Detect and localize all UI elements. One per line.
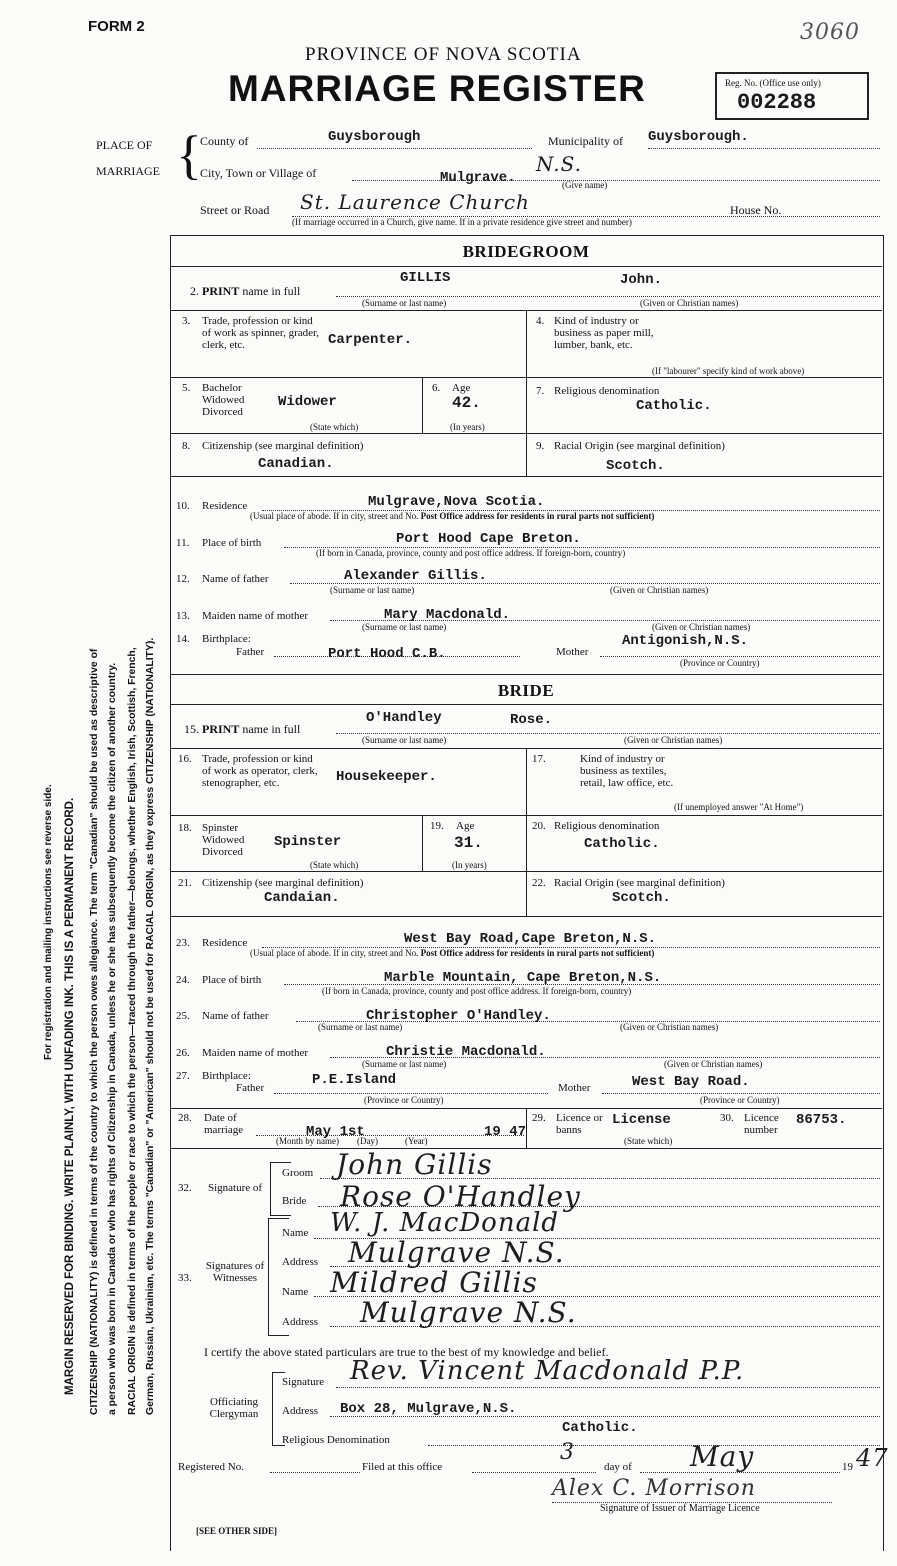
certify-statement: I certify the above stated particulars are true to the best of my knowledge and belief. (204, 1345, 609, 1359)
groom-signature: John Gillis (336, 1148, 493, 1181)
page-title: MARRIAGE REGISTER (228, 68, 646, 109)
groom-father-surname-note: (Surname or last name) (330, 585, 415, 595)
bride-mother-given-note: (Given or Christian names) (664, 1059, 763, 1069)
registered-label: Registered No. (178, 1461, 244, 1473)
num-25: 25. (176, 1010, 190, 1022)
num-19: 19. (430, 820, 444, 832)
num-8: 8. (182, 440, 191, 452)
groom-age-label: Age (452, 382, 471, 394)
num-5: 5. (182, 382, 191, 394)
num-24: 24. (176, 974, 190, 986)
witness-label: Signatures of Witnesses (205, 1260, 265, 1284)
num-15: 15. (184, 722, 199, 736)
bride-industry-label: Kind of industry or business as textiles, retail, law office, etc. (580, 753, 674, 789)
num-33: 33. (178, 1272, 192, 1284)
place-label-2: MARRIAGE (96, 164, 161, 178)
groom-mother-bp: Antigonish,N.S. (622, 633, 749, 649)
groom-mother-surname-note: (Surname or last name) (362, 622, 447, 632)
bride-father-surname-note: (Surname or last name) (318, 1022, 403, 1032)
bride-name-in-full: name in full (242, 722, 301, 736)
sidebar-line-1: For registration and mailing instructions see reverse side. (43, 784, 54, 1060)
num-27: 27. (176, 1070, 190, 1082)
num-10: 10. (176, 500, 190, 512)
city-hand: N.S. (536, 152, 582, 176)
licence-value: License (612, 1112, 671, 1128)
groom-residence-label: Residence (202, 500, 248, 512)
groom-birth: Port Hood Cape Breton. (396, 531, 581, 547)
bride-residence-note-bold: Post Office address for residents in rural parts not sufficient) (420, 948, 655, 958)
licence-no-label: Licence number (744, 1112, 779, 1136)
num-18: 18. (178, 822, 192, 834)
groom-trade: Carpenter. (328, 332, 413, 348)
filed-label: Filed at this office (362, 1461, 443, 1473)
marriage-date: May 1st (306, 1124, 365, 1140)
bride-birthplace-label: Birthplace: (202, 1070, 251, 1082)
issuer-signature: Alex C. Morrison (552, 1476, 756, 1501)
reg-no-box (715, 72, 869, 120)
city-note: (Give name) (562, 180, 608, 190)
place-brace: { (176, 125, 202, 185)
groom-mother-given-note: (Given or Christian names) (652, 622, 751, 632)
bride-racial-label: Racial Origin (see marginal definition) (554, 877, 725, 889)
sidebar-line-2: MARGIN RESERVED FOR BINDING. WRITE PLAINLY, WITH UNFADING INK. THIS IS A PERMANENT RECORD. (64, 797, 76, 1395)
sidebar-line-5: RACIAL ORIGIN is defined in terms of the people or race to which the person—traced through the father—belongs, whether English, Irish, Scottish, French, (127, 647, 138, 1415)
residence-note: (Usual place of abode. If in city, street and No. (250, 511, 419, 521)
city-value: Mulgrave. (440, 170, 516, 186)
clergy-label: Officiating Clergyman (209, 1396, 259, 1420)
bride-age-label: Age (456, 820, 475, 832)
bride-father-bp-label: Father (236, 1082, 265, 1094)
w2-name-signature: Mildred Gillis (330, 1266, 538, 1299)
groom-status: Widower (278, 394, 337, 410)
groom-section-title: BRIDEGROOM (462, 242, 590, 261)
num-2: 2. (190, 284, 199, 298)
num-14: 14. (176, 633, 190, 645)
bride-mother: Christie Macdonald. (386, 1044, 546, 1060)
street-value: St. Laurence Church (300, 190, 530, 214)
bride-father: Christopher O'Handley. (366, 1008, 551, 1024)
bride-residence-note: (Usual place of abode. If in city, street and No. (250, 948, 419, 958)
groom-industry-label: Kind of industry or business as paper mill, lumber, bank, etc. (554, 315, 654, 351)
groom-age: 42. (452, 394, 481, 412)
num-12: 12. (176, 573, 190, 585)
sidebar-line-4: a person who was born in Canada or who has rights of Citizenship in Canada, unless he or she has subsequently become the citizen of another country. (107, 662, 118, 1415)
bride-status: Spinster (274, 834, 342, 850)
groom-father: Alexander Gillis. (344, 568, 487, 584)
groom-mother: Mary Macdonald. (384, 607, 511, 623)
w1-address-label: Address (282, 1256, 319, 1268)
province-heading: PROVINCE OF NOVA SCOTIA (305, 44, 582, 65)
num-9: 9. (536, 440, 545, 452)
groom-religion: Catholic. (636, 398, 712, 414)
num-20: 20. (532, 820, 546, 832)
bride-birth: Marble Mountain, Cape Breton,N.S. (384, 970, 662, 986)
groom-given-note: (Given or Christian names) (640, 298, 739, 308)
w1-name-label: Name (282, 1227, 309, 1239)
marriage-date-note: (Month by name) (Day) (Year) (276, 1136, 428, 1146)
licence-label: Licence or banns (556, 1112, 603, 1136)
clergy-address-label: Address (282, 1405, 319, 1417)
bride-mother-bp: West Bay Road. (632, 1074, 750, 1090)
num-6: 6. (432, 382, 441, 394)
day-of-label: day of (604, 1461, 632, 1473)
w1-name-signature: W. J. MacDonald (330, 1208, 560, 1238)
num-11: 11. (176, 537, 190, 549)
groom-residence: Mulgrave,Nova Scotia. (368, 494, 545, 510)
groom-birth-label: Place of birth (202, 537, 262, 549)
num-30: 30. (720, 1112, 734, 1124)
groom-status-label: Bachelor Widowed Divorced (202, 382, 245, 418)
municipality-label: Municipality of (548, 134, 623, 148)
bride-given-note: (Given or Christian names) (624, 735, 723, 745)
bride-mother-surname-note: (Surname or last name) (362, 1059, 447, 1069)
reg-no-label: Reg. No. (Office use only) (725, 78, 821, 88)
marriage-date-label: Date of marriage (204, 1112, 244, 1136)
filed-year: 47 (856, 1444, 889, 1472)
num-22: 22. (532, 877, 546, 889)
bride-religion: Catholic. (584, 836, 660, 852)
house-label: House No. (730, 203, 782, 217)
groom-sig-label: Groom (282, 1167, 314, 1179)
bride-print-label: PRINT (202, 722, 240, 736)
groom-racial-label: Racial Origin (see marginal definition) (554, 440, 725, 452)
clergy-signature: Rev. Vincent Macdonald P.P. (350, 1356, 745, 1386)
bride-signature: Rose O'Handley (340, 1180, 581, 1213)
bride-industry-note: (If unemployed answer "At Home") (674, 802, 804, 812)
num-26: 26. (176, 1047, 190, 1059)
reg-no-value: 002288 (737, 90, 817, 115)
groom-citizenship-label: Citizenship (see marginal definition) (202, 440, 364, 452)
bride-birth-label: Place of birth (202, 974, 262, 986)
bride-father-label: Name of father (202, 1010, 269, 1022)
county-value: Guysborough (328, 129, 421, 145)
num-13: 13. (176, 610, 190, 622)
bride-surname: O'Handley (366, 710, 442, 726)
clergy-address: Box 28, Mulgrave,N.S. (340, 1401, 517, 1417)
sidebar-line-6: German, Russian, Ukrainian, etc. The terms "Canadian" or "American" should not be used for RACIAL ORIGIN, as they express CITIZENSHIP (NATIONALITY). (145, 637, 156, 1415)
bride-status-label: Spinster Widowed Divorced (202, 822, 245, 858)
groom-citizenship: Canadian. (258, 456, 334, 472)
bride-birth-note: (If born in Canada, province, county and post office address. If foreign-born, country) (322, 986, 632, 996)
bride-given: Rose. (510, 712, 553, 728)
bride-trade: Housekeeper. (336, 769, 437, 785)
sidebar-line-3: CITIZENSHIP (NATIONALITY) is defined in terms of the country to which the person owes allegiance. The term "Canadian" should be used as descriptive of (89, 648, 100, 1415)
place-label-1: PLACE OF (96, 138, 153, 152)
bride-citizenship: Candaian. (264, 890, 340, 906)
num-3: 3. (182, 315, 191, 327)
w2-name-label: Name (282, 1286, 309, 1298)
groom-surname-note: (Surname or last name) (362, 298, 447, 308)
num-29: 29. (532, 1112, 546, 1124)
filed-day: 3 (560, 1440, 575, 1465)
num-32: 32. (178, 1182, 192, 1194)
corner-number: 3060 (800, 20, 860, 45)
groom-surname: GILLIS (400, 270, 451, 286)
name-in-full: name in full (242, 284, 301, 298)
bride-trade-label: Trade, profession or kind of work as operator, clerk, stenographer, etc. (202, 753, 318, 789)
bride-surname-note: (Surname or last name) (362, 735, 447, 745)
bride-age: 31. (454, 834, 483, 852)
num-21: 21. (178, 877, 192, 889)
bride-mother-label: Maiden name of mother (202, 1047, 308, 1059)
groom-given: John. (620, 272, 663, 288)
bride-bp-note-2: (Province or Country) (700, 1095, 780, 1105)
w2-address-signature: Mulgrave N.S. (360, 1296, 577, 1329)
street-note: (If marriage occurred in a Church, give name. If in a private residence give street and number) (292, 217, 632, 227)
bride-bp-note: (Province or Country) (364, 1095, 444, 1105)
num-28: 28. (178, 1112, 192, 1124)
groom-residence-note (250, 511, 654, 521)
place-group-label (96, 132, 160, 184)
groom-mother-bp-label: Mother (556, 646, 589, 658)
num-4: 4. (536, 315, 545, 327)
licence-note: (State which) (624, 1136, 673, 1146)
bride-name-label (184, 722, 300, 736)
street-label: Street or Road (200, 203, 270, 217)
groom-age-note: (In years) (450, 422, 485, 432)
groom-name-label (190, 284, 300, 298)
groom-racial: Scotch. (606, 458, 665, 474)
bride-status-note: (State which) (310, 860, 359, 870)
clergy-religion: Catholic. (562, 1420, 638, 1436)
bride-section-title: BRIDE (497, 681, 555, 700)
marriage-year: 19 47 (484, 1124, 527, 1140)
bride-racial: Scotch. (612, 890, 671, 906)
print-label: PRINT (202, 284, 240, 298)
num-17: 17. (532, 753, 546, 765)
bride-father-bp: P.E.Island (312, 1072, 397, 1088)
groom-father-bp-label: Father (236, 646, 265, 658)
bride-sig-label: Bride (282, 1195, 307, 1207)
bride-citizenship-label: Citizenship (see marginal definition) (202, 877, 364, 889)
residence-note-bold: Post Office address for residents in rural parts not sufficient) (420, 511, 655, 521)
county-label: County of (200, 134, 249, 148)
w1-address-signature: Mulgrave N.S. (348, 1236, 565, 1269)
groom-trade-label: Trade, profession or kind of work as spinner, grader, clerk, etc. (202, 315, 320, 351)
groom-mother-label: Maiden name of mother (202, 610, 308, 622)
clergy-religion-label: Religious Denomination (282, 1434, 390, 1446)
groom-industry-note: (If "labourer" specify kind of work above) (652, 366, 805, 376)
bride-residence: West Bay Road,Cape Breton,N.S. (404, 931, 657, 947)
see-other-side: [SEE OTHER SIDE] (196, 1526, 278, 1536)
groom-father-bp: Port Hood C.B. (328, 646, 446, 662)
filed-month: May (690, 1440, 755, 1473)
w2-address-label: Address (282, 1316, 319, 1328)
groom-bp-note: (Province or Country) (680, 658, 760, 668)
groom-father-label: Name of father (202, 573, 269, 585)
num-23: 23. (176, 937, 190, 949)
groom-birth-note: (If born in Canada, province, county and post office address. If foreign-born, country) (316, 548, 626, 558)
year-prefix: 19 (842, 1461, 853, 1473)
form-label: FORM 2 (88, 18, 145, 35)
groom-father-given-note: (Given or Christian names) (610, 585, 709, 595)
num-16: 16. (178, 753, 192, 765)
issuer-label: Signature of Issuer of Marriage Licence (600, 1503, 760, 1514)
bride-religion-label: Religious denomination (554, 820, 660, 832)
bride-mother-bp-label: Mother (558, 1082, 591, 1094)
bride-age-note: (In years) (452, 860, 487, 870)
bride-residence-note (250, 948, 654, 958)
groom-religion-label: Religious denomination (554, 385, 660, 397)
signature-of-label: Signature of (207, 1182, 263, 1194)
clergy-signature-label: Signature (282, 1376, 325, 1388)
groom-birthplace-label: Birthplace: (202, 633, 251, 645)
municipality-value: Guysborough. (648, 129, 749, 145)
bride-father-given-note: (Given or Christian names) (620, 1022, 719, 1032)
num-7: 7. (536, 385, 545, 397)
licence-no: 86753. (796, 1112, 847, 1128)
bride-residence-label: Residence (202, 937, 248, 949)
city-label: City, Town or Village of (200, 166, 317, 180)
groom-status-note: (State which) (310, 422, 359, 432)
